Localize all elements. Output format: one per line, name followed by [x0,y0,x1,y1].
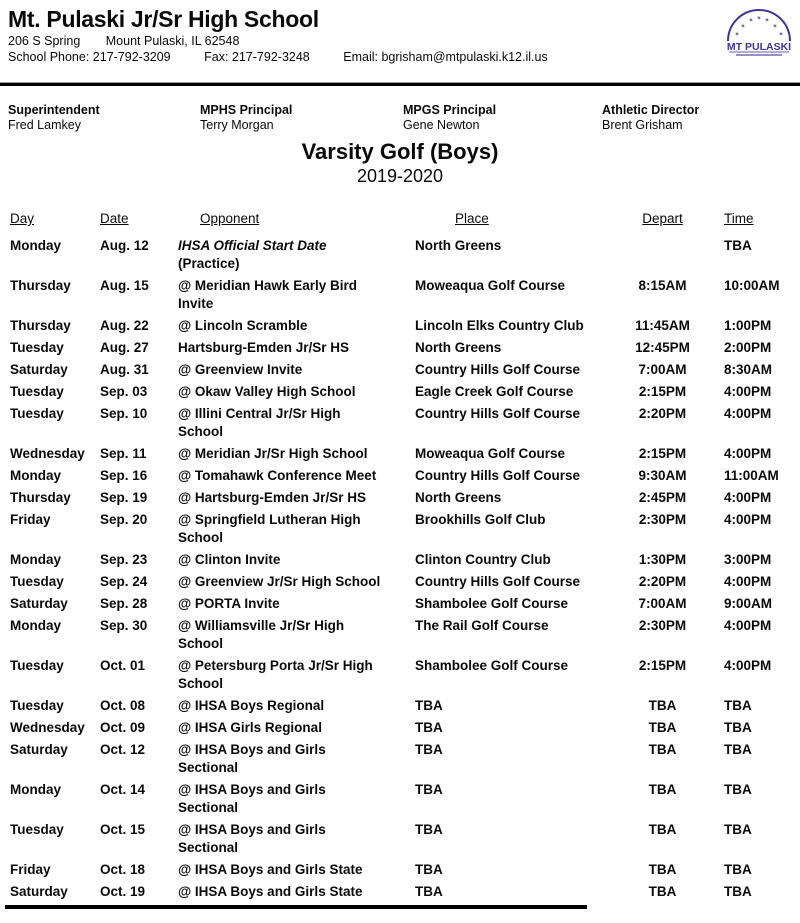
opponent-line: IHSA Official Start Date [178,238,327,253]
cell-place: Moweaqua Golf Course [415,446,566,461]
footer-divider [5,905,587,909]
cell-day: Saturday [10,596,68,611]
svg-text:✶: ✶ [748,18,754,24]
opponent-line: @ Lincoln Scramble [178,318,308,333]
cell-time: 4:00PM [724,490,772,505]
cell-depart [615,237,710,273]
staff-role-label: MPGS Principal [403,103,497,117]
cell-place: Country Hills Golf Course [415,468,581,483]
cell-date: Sep. 19 [100,490,148,505]
cell-day: Tuesday [10,384,64,399]
cell-opponent [178,489,415,507]
cell-depart: 2:15PM [638,384,687,399]
schedule-row [10,821,800,857]
logo-text: MT PULASKI [726,41,792,53]
cell-opponent [178,617,415,653]
opponent-line: Hartsburg-Emden Jr/Sr HS [178,340,350,355]
cell-opponent [178,339,415,357]
cell-date: Oct. 15 [100,822,146,837]
cell-place: Moweaqua Golf Course [415,278,566,293]
opponent-line: Invite [178,296,214,311]
cell-day: Monday [10,238,62,253]
opponent-line: @ Hartsburg-Emden Jr/Sr HS [178,490,366,505]
cell-place: TBA [415,862,443,877]
cell-depart: 2:30PM [638,512,687,527]
school-fax: Fax: 217-792-3248 [204,50,310,64]
staff-role-label: MPHS Principal [200,103,293,117]
cell-place: TBA [415,720,443,735]
cell-place: Brookhills Golf Club [415,512,546,527]
cell-date: Sep. 24 [100,574,148,589]
school-logo [723,6,795,58]
cell-day: Monday [10,618,62,633]
cell-opponent [178,719,415,737]
cell-depart: TBA [648,782,677,797]
cell-place: The Rail Golf Course [415,618,549,633]
schedule-row [10,467,800,485]
cell-date: Oct. 12 [100,742,146,757]
cell-time: 11:00AM [724,468,779,483]
cell-place: Country Hills Golf Course [415,574,581,589]
cell-opponent [178,237,415,273]
staff-member [403,103,602,133]
cell-opponent [178,821,415,857]
column-header-date: Date [100,211,129,226]
cell-place: North Greens [415,490,502,505]
opponent-line: @ IHSA Boys and Girls [178,822,326,837]
opponent-line: @ Greenview Jr/Sr High School [178,574,381,589]
opponent-line: (Practice) [178,256,240,271]
cell-date: Sep. 03 [100,384,148,399]
cell-time: 9:00AM [724,596,773,611]
school-address [8,34,792,49]
cell-depart: 11:45AM [635,318,690,333]
cell-date: Oct. 19 [100,884,146,899]
cell-time: 4:00PM [724,574,772,589]
schedule-row [10,861,800,879]
opponent-line: @ Petersburg Porta Jr/Sr High [178,658,373,673]
cell-date: Oct. 01 [100,658,146,673]
cell-date: Oct. 09 [100,720,146,735]
cell-time: TBA [724,822,752,837]
column-header-day: Day [10,211,35,226]
cell-depart: 12:45PM [635,340,690,355]
schedule-row [10,445,800,463]
event-title: Varsity Golf (Boys) [301,139,499,164]
cell-date: Oct. 08 [100,698,146,713]
logo-underline [729,52,789,53]
school-email: Email: bgrisham@mtpulaski.k12.il.us [343,50,548,64]
cell-opponent [178,883,415,901]
cell-depart: TBA [648,698,677,713]
cell-time: TBA [724,698,752,713]
cell-opponent [178,595,415,613]
cell-day: Tuesday [10,698,64,713]
opponent-line: @ IHSA Boys and Girls [178,782,326,797]
opponent-line: @ Okaw Valley High School [178,384,356,399]
cell-depart: TBA [648,720,677,735]
cell-time: 2:00PM [724,340,772,355]
schedule-row [10,657,800,693]
cell-depart: 2:15PM [638,446,687,461]
staff-name: Terry Morgan [200,118,274,132]
cell-day: Tuesday [10,406,64,421]
address-city: Mount Pulaski, IL 62548 [105,34,240,48]
staff-member [8,103,200,133]
cell-date: Sep. 23 [100,552,148,567]
cell-day: Tuesday [10,658,64,673]
cell-day: Saturday [10,742,68,757]
cell-time: TBA [724,742,752,757]
cell-depart: 7:00AM [638,362,687,377]
cell-date: Aug. 22 [100,318,149,333]
opponent-line: School [178,530,224,545]
opponent-line: Sectional [178,760,239,775]
cell-opponent [178,317,415,335]
cell-depart: 2:15PM [638,658,687,673]
cell-time: 3:00PM [724,552,772,567]
opponent-line: Sectional [178,840,239,855]
cell-opponent [178,573,415,591]
title-block [0,140,800,186]
cell-time: 4:00PM [724,512,772,527]
cell-time: 8:30AM [724,362,773,377]
opponent-line: @ Williamsville Jr/Sr High [178,618,345,633]
svg-text:✶: ✶ [772,24,778,30]
cell-place: Shambolee Golf Course [415,658,569,673]
schedule-row [10,617,800,653]
cell-depart: 1:30PM [638,552,687,567]
opponent-line: @ PORTA Invite [178,596,280,611]
cell-day: Saturday [10,362,68,377]
cell-place: North Greens [415,340,502,355]
opponent-line: @ IHSA Boys and Girls State [178,884,363,899]
cell-place: Shambolee Golf Course [415,596,569,611]
staff-role-label: Athletic Director [602,103,700,117]
opponent-line: School [178,636,224,651]
schedule-row [10,883,800,901]
season-label: 2019-2020 [356,166,444,186]
cell-depart: TBA [648,884,677,899]
cell-date: Sep. 16 [100,468,148,483]
opponent-line: @ Meridian Jr/Sr High School [178,446,368,461]
cell-date: Aug. 15 [100,278,149,293]
cell-opponent [178,383,415,401]
staff-name: Fred Lamkey [8,118,81,132]
cell-day: Friday [10,862,51,877]
cell-opponent [178,467,415,485]
svg-text:✶: ✶ [764,18,770,24]
opponent-line: Sectional [178,800,239,815]
cell-time: 4:00PM [724,618,772,633]
schedule-row [10,781,800,817]
opponent-line: @ IHSA Boys and Girls State [178,862,363,877]
cell-depart: 2:20PM [638,406,687,421]
cell-opponent [178,551,415,569]
column-header-time: Time [724,211,754,226]
opponent-line: @ Meridian Hawk Early Bird [178,278,357,293]
logo-stars-icon [734,15,783,38]
schedule-row [10,489,800,507]
cell-time: 4:00PM [724,446,772,461]
cell-day: Tuesday [10,340,64,355]
cell-time: 4:00PM [724,658,772,673]
cell-day: Tuesday [10,574,64,589]
cell-opponent [178,511,415,547]
schedule-row [10,383,800,401]
schedule-row [10,317,800,335]
cell-place: TBA [415,742,443,757]
cell-date: Aug. 27 [100,340,149,355]
cell-time: TBA [724,782,752,797]
opponent-line: School [178,676,224,691]
schedule-row [10,511,800,547]
cell-day: Tuesday [10,822,64,837]
letterhead [0,0,800,65]
opponent-line: @ Tomahawk Conference Meet [178,468,377,483]
schedule-row [10,405,800,441]
svg-text:✶: ✶ [756,16,762,22]
cell-time: TBA [724,238,752,253]
cell-time: 4:00PM [724,406,772,421]
cell-date: Sep. 10 [100,406,148,421]
column-header-opponent: Opponent [200,211,260,226]
opponent-line: @ IHSA Boys and Girls [178,742,326,757]
cell-depart: 2:20PM [638,574,687,589]
cell-opponent [178,781,415,817]
cell-depart: TBA [648,862,677,877]
header-divider [0,82,800,86]
cell-date: Sep. 28 [100,596,148,611]
cell-depart: 7:00AM [638,596,687,611]
schedule-row [10,573,800,591]
schedule-row [10,277,800,313]
cell-place: Country Hills Golf Course [415,362,581,377]
cell-opponent [178,445,415,463]
cell-opponent [178,861,415,879]
cell-date: Sep. 11 [100,446,147,461]
opponent-line: @ IHSA Boys Regional [178,698,325,713]
cell-day: Thursday [10,318,71,333]
schedule-rows [10,237,800,901]
cell-depart: 2:30PM [638,618,687,633]
cell-day: Wednesday [10,446,85,461]
address-street: 206 S Spring [8,34,81,48]
cell-place: Lincoln Elks Country Club [415,318,584,333]
cell-day: Thursday [10,490,71,505]
cell-date: Aug. 31 [100,362,149,377]
cell-place: Country Hills Golf Course [415,406,581,421]
schedule-row [10,551,800,569]
school-name: Mt. Pulaski Jr/Sr High School [8,6,319,32]
svg-text:✶: ✶ [734,32,740,38]
cell-place: North Greens [415,238,502,253]
cell-place: TBA [415,782,443,797]
cell-day: Monday [10,782,62,797]
cell-day: Friday [10,512,51,527]
cell-place: TBA [415,698,443,713]
cell-depart: 8:15AM [638,278,687,293]
cell-opponent [178,277,415,313]
svg-text:✶: ✶ [778,32,784,38]
staff-section [0,103,800,133]
opponent-line: @ Illini Central Jr/Sr High [178,406,341,421]
school-contact [8,50,792,65]
staff-name: Gene Newton [403,118,480,132]
cell-depart: 9:30AM [638,468,687,483]
cell-depart: TBA [648,742,677,757]
schedule-row [10,595,800,613]
staff-member [602,103,792,133]
column-header-depart: Depart [642,211,683,226]
schedule-row [10,339,800,357]
cell-time: TBA [724,720,752,735]
cell-time: 10:00AM [724,278,780,293]
cell-opponent [178,361,415,379]
staff-member [200,103,403,133]
logo-tagline-strip [736,54,782,56]
cell-depart: TBA [648,822,677,837]
staff-role-label: Superintendent [8,103,100,117]
school-logo-icon [723,6,795,58]
cell-place: Clinton Country Club [415,552,551,567]
cell-time: TBA [724,884,752,899]
schedule-row [10,237,800,273]
cell-opponent [178,405,415,441]
column-header-place: Place [455,211,489,226]
cell-opponent [178,741,415,777]
cell-depart: 2:45PM [638,490,687,505]
schedule-row [10,741,800,777]
cell-time: TBA [724,862,752,877]
cell-day: Monday [10,552,62,567]
cell-date: Aug. 12 [100,238,149,253]
svg-text:✶: ✶ [740,24,746,30]
opponent-line: @ IHSA Girls Regional [178,720,322,735]
cell-day: Thursday [10,278,71,293]
cell-date: Oct. 14 [100,782,146,797]
cell-place: TBA [415,822,443,837]
cell-date: Sep. 20 [100,512,148,527]
cell-place: TBA [415,884,443,899]
schedule-row [10,697,800,715]
opponent-line: @ Springfield Lutheran High [178,512,361,527]
cell-time: 4:00PM [724,384,772,399]
cell-day: Saturday [10,884,68,899]
school-phone: School Phone: 217-792-3209 [8,50,171,64]
schedule-row [10,361,800,379]
cell-place: Eagle Creek Golf Course [415,384,574,399]
opponent-line: @ Greenview Invite [178,362,303,377]
cell-date: Oct. 18 [100,862,146,877]
opponent-line: School [178,424,224,439]
schedule-row [10,719,800,737]
cell-opponent [178,657,415,693]
cell-time: 1:00PM [724,318,772,333]
cell-day: Monday [10,468,62,483]
staff-name: Brent Grisham [602,118,683,132]
cell-opponent [178,697,415,715]
opponent-line: @ Clinton Invite [178,552,281,567]
schedule-header-row [10,210,800,228]
cell-day: Wednesday [10,720,85,735]
schedule-table [0,210,800,901]
cell-date: Sep. 30 [100,618,148,633]
